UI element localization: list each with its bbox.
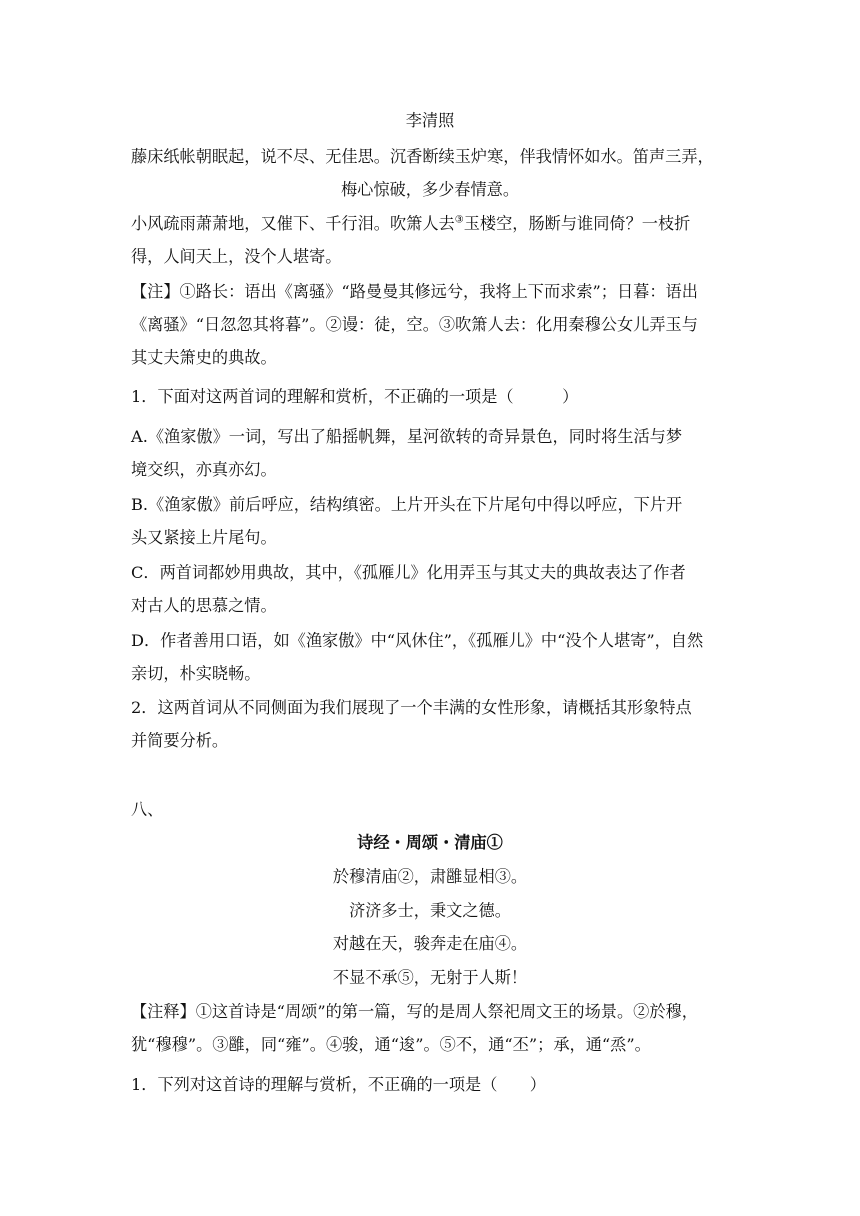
option-b-cont: 头又紧接上片尾句。 — [131, 528, 277, 547]
annotation-line: 其丈夫箫史的典故。 — [131, 348, 277, 367]
poem-line: 梅心惊破，多少春情意。 — [340, 180, 520, 199]
annotation-line: 【注】①路长：语出《离骚》“路曼曼其修远兮，我将上下而求索”；日暮：语出 — [131, 282, 698, 301]
question-1: 1．下列对这首诗的理解与赏析，不正确的一项是（ ） — [131, 1075, 546, 1094]
option-c-cont: 对古人的思慕之情。 — [131, 596, 277, 615]
option-b: B.《渔家傲》前后呼应，结构缜密。上片开头在下片尾句中得以呼应，下片开 — [131, 495, 683, 514]
question-1: 1．下面对这两首词的理解和赏析，不正确的一项是（ ） — [131, 387, 579, 406]
option-a-cont: 境交织，亦真亦幻。 — [131, 460, 277, 479]
option-d-cont: 亲切，朴实晓畅。 — [131, 664, 261, 683]
poem-line: 对越在天，骏奔走在庙④。 — [332, 934, 528, 953]
poem-title: 诗经・周颂・清庙① — [357, 833, 503, 852]
annotation-line: 【注释】①这首诗是“周颂”的第一篇，写的是周人祭祀周文王的场景。②於穆， — [131, 1002, 698, 1021]
footnote-marker: ③ — [454, 214, 464, 226]
poem-author: 李清照 — [405, 111, 455, 130]
poem-line: 济济多士，秉文之德。 — [349, 901, 511, 920]
option-a: A.《渔家傲》一词，写出了船摇帆舞，星河欲转的奇异景色，同时将生活与梦 — [131, 427, 683, 446]
poem-line: 小风疏雨萧萧地，又催下、千行泪。吹箫人去③玉楼空，肠断与谁同倚？一枝折 — [131, 214, 691, 233]
annotation-line: 《离骚》“日忽忽其将暮”。②谩：徒，空。③吹箫人去：化用秦穆公女儿弄玉与 — [131, 315, 698, 334]
option-c: C．两首词都妙用典故，其中，《孤雁儿》化用弄玉与其丈夫的典故表达了作者 — [131, 563, 686, 582]
poem-line: 藤床纸帐朝眠起，说不尽、无佳思。沉香断续玉炉寒，伴我情怀如水。笛声三弄， — [131, 147, 714, 166]
poem-line: 不显不承⑤，无射于人斯！ — [332, 968, 528, 987]
poem-line: 於穆清庙②，肃雝显相③。 — [332, 867, 528, 886]
question-2-cont: 并简要分析。 — [131, 731, 229, 750]
section-heading: 八、 — [131, 800, 164, 819]
question-2: 2．这两首词从不同侧面为我们展现了一个丰满的女性形象，请概括其形象特点 — [131, 698, 692, 717]
annotation-line: 犹“穆穆”。③雝，同“雍”。④骏，通“逡”。⑤不，通“丕”；承，通“烝”。 — [131, 1035, 651, 1054]
poem-line: 得，人间天上，没个人堪寄。 — [131, 247, 342, 266]
option-d: D．作者善用口语，如《渔家傲》中“风休住”，《孤雁儿》中“没个人堪寄”，自然 — [131, 631, 704, 650]
